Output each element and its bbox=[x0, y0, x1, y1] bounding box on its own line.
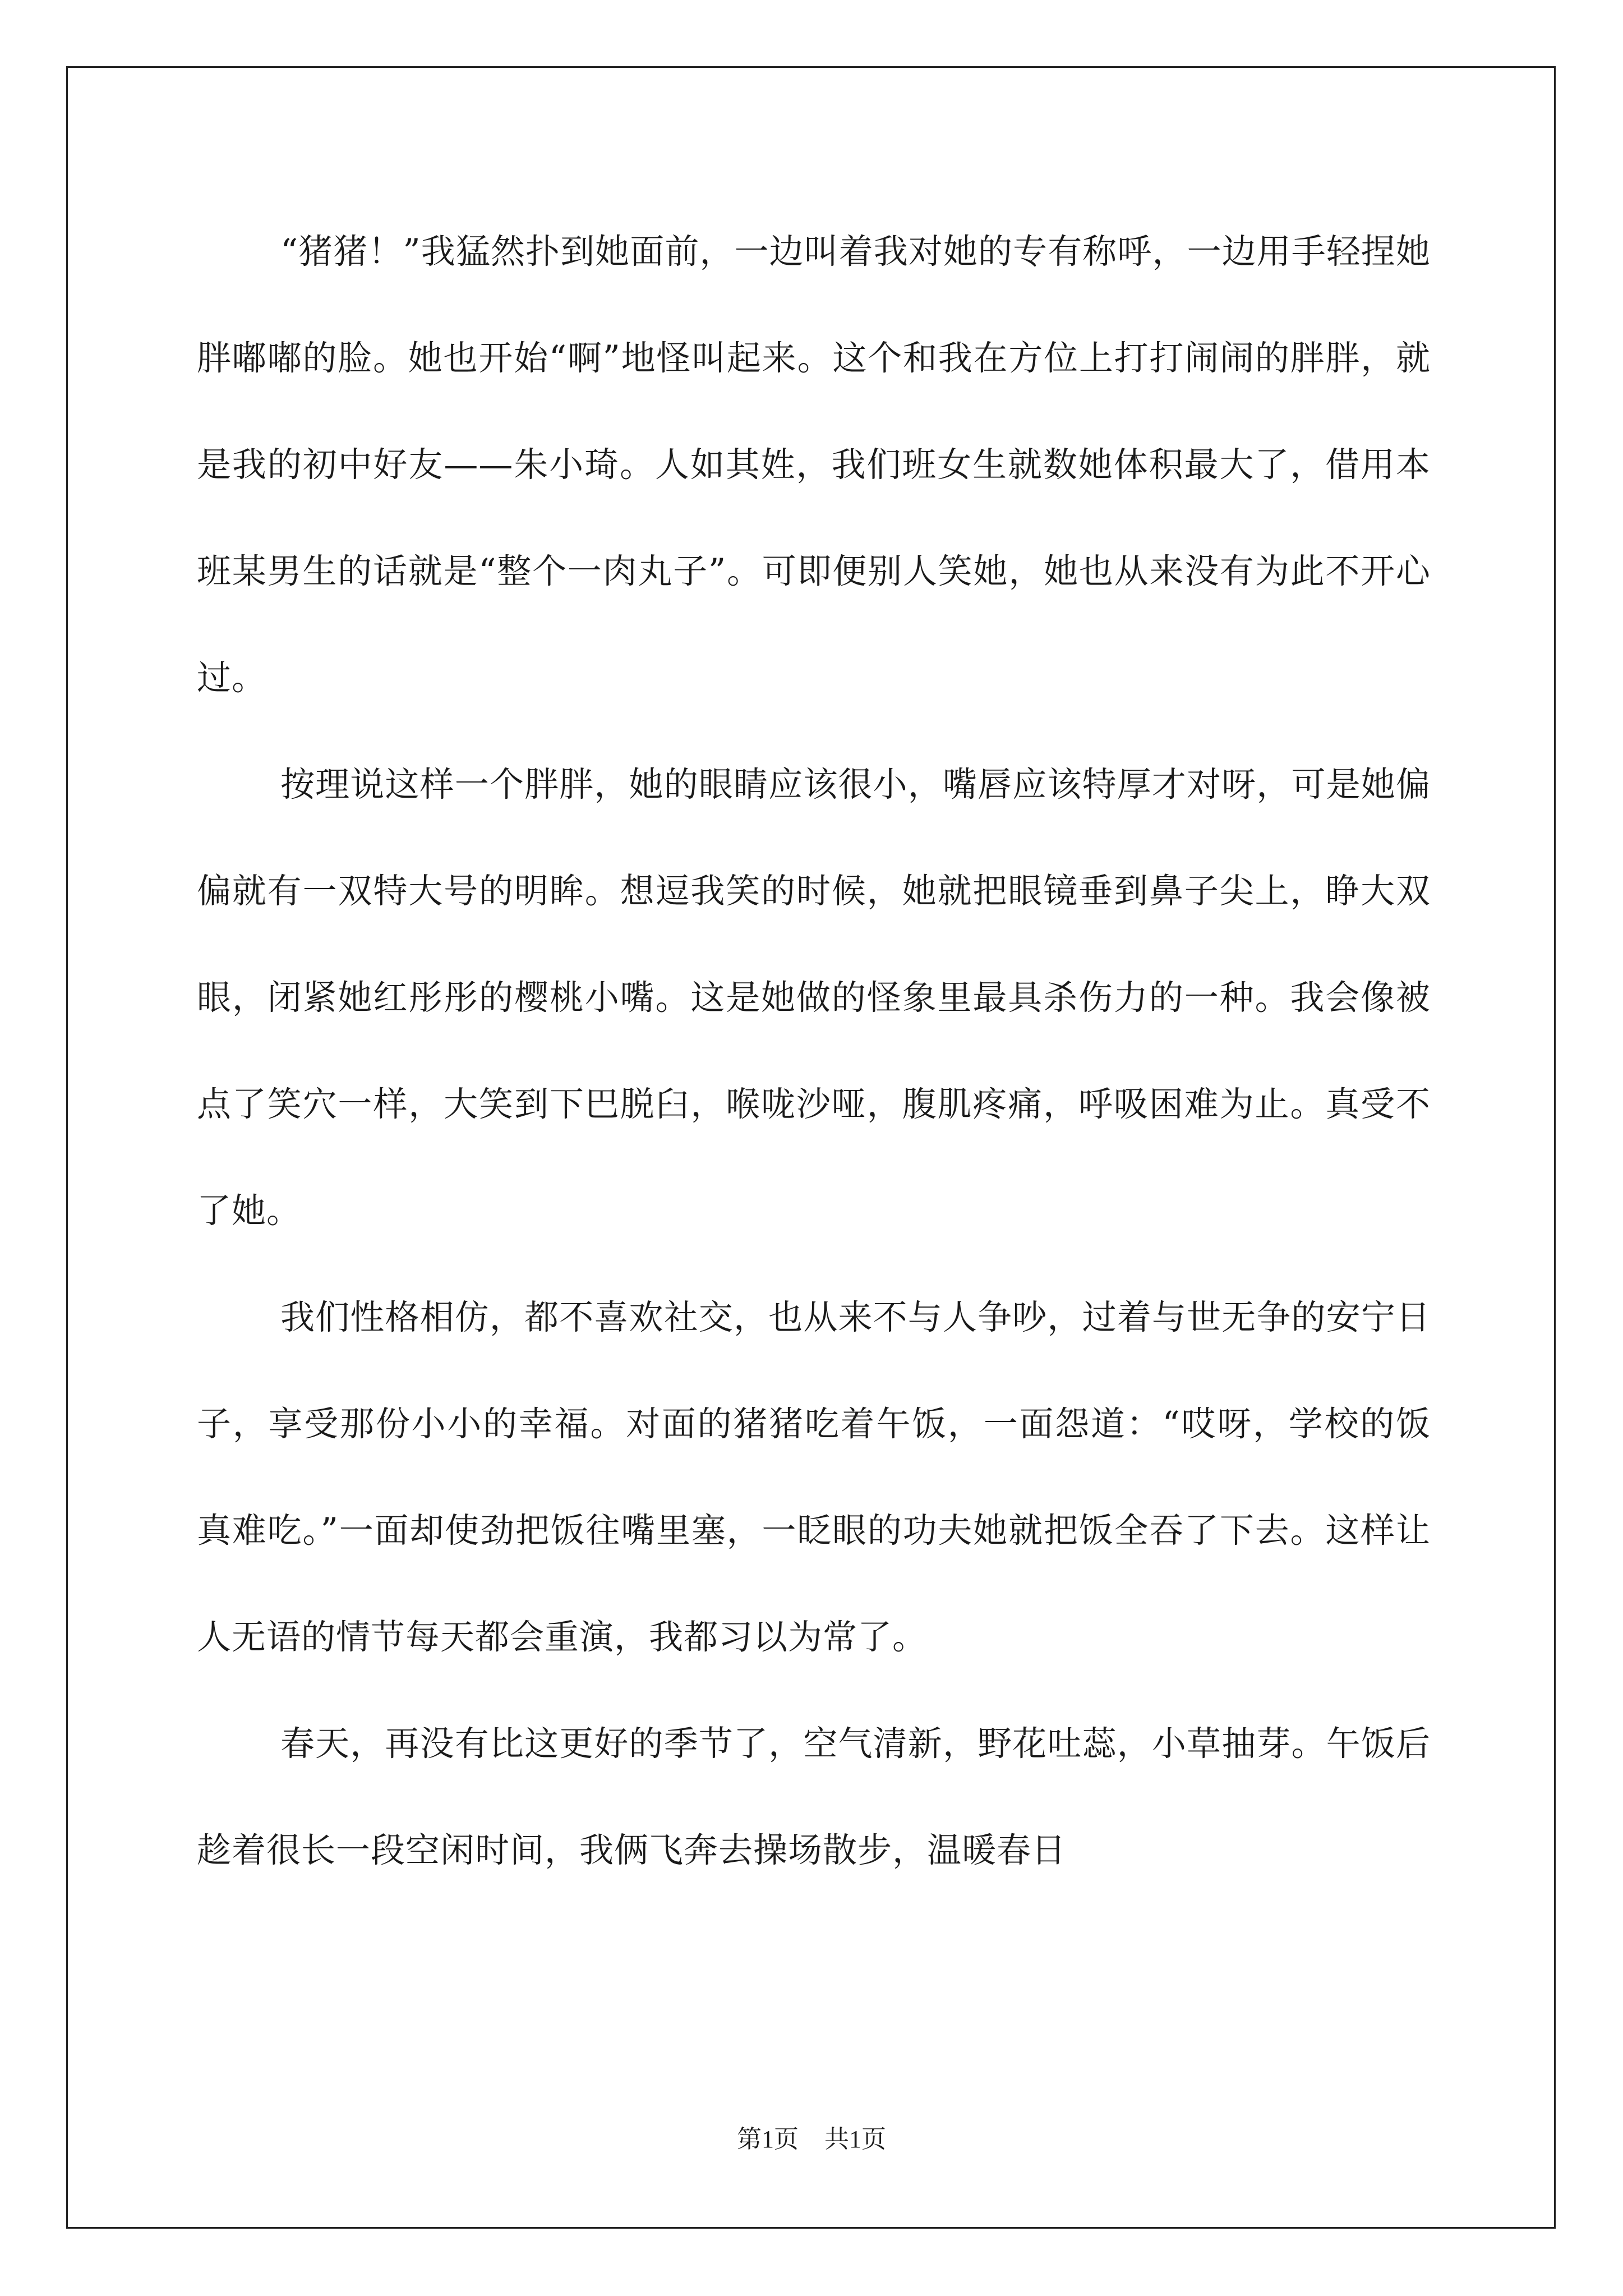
page-total: 共1页 bbox=[824, 2125, 886, 2153]
document-body bbox=[197, 199, 1431, 1904]
page-number: 第1页 bbox=[737, 2125, 799, 2153]
paragraph-1: “猪猪！”我猛然扑到她面前，一边叫着我对她的专有称呼，一边用手轻捏她胖嘟嘟的脸。她也开始“啊”地怪叫起来。这个和我在方位上打打闹闹的胖胖，就是我的初中好友——朱小琦。人如其姓，我们班女生就数她体积最大了，借用本班某男生的话就是“整个一肉丸子”。可即便别人笑她，她也从来没有为此不开心过。 bbox=[197, 232, 1431, 698]
page-footer bbox=[0, 2123, 1623, 2156]
paragraph-4: 春天，再没有比这更好的季节了，空气清新，野花吐蕊，小草抽芽。午饭后趁着很长一段空闲时间，我俩飞奔去操场散步，温暖春日 bbox=[197, 1724, 1431, 1870]
paragraph-2: 按理说这样一个胖胖，她的眼睛应该很小，嘴唇应该特厚才对呀，可是她偏偏就有一双特大号的明眸。想逗我笑的时候，她就把眼镜垂到鼻子尖上，睁大双眼，闭紧她红彤彤的樱桃小嘴。这是她做的怪象里最具杀伤力的一种。我会像被点了笑穴一样，大笑到下巴脱臼，喉咙沙哑，腹肌疼痛，呼吸困难为止。真受不了她。 bbox=[197, 765, 1431, 1231]
paragraph-3: 我们性格相仿，都不喜欢社交，也从来不与人争吵，过着与世无争的安宁日子，享受那份小小的幸福。对面的猪猪吃着午饭，一面怨道：“哎呀，学校的饭真难吃。”一面却使劲把饭往嘴里塞，一眨眼的功夫她就把饭全吞了下去。这样让人无语的情节每天都会重演，我都习以为常了。 bbox=[197, 1297, 1431, 1657]
